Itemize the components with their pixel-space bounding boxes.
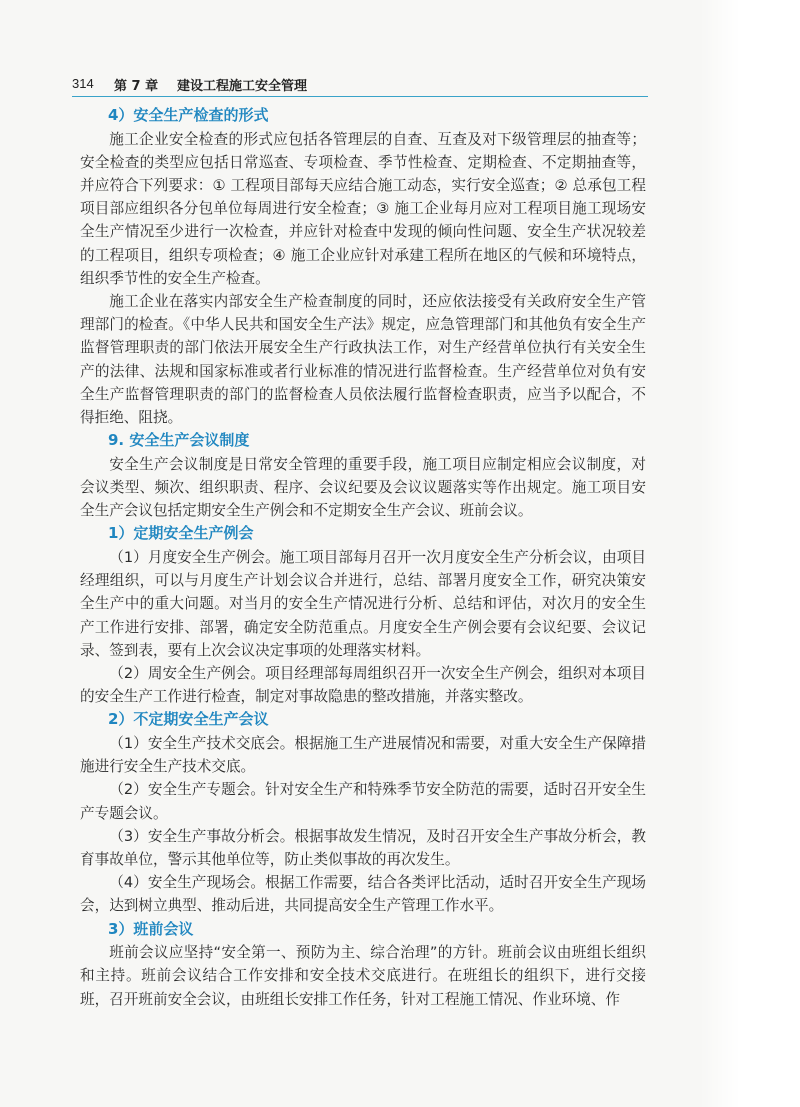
section-heading-2: 2）不定期安全生产会议 bbox=[108, 710, 269, 729]
chapter-title: 建设工程施工安全管理 bbox=[177, 79, 308, 94]
paragraph: 班前会议应坚持“安全第一、预防为主、综合治理”的方针。班前会议由班组长组织和主持。班前会议结合工作安排和安全技术交底进行。在班组长的组织下，进行交接班，召开班前安全会议，由班组长安排工作任务，针对工程施工情况、作业环境、作 bbox=[80, 944, 646, 1008]
paragraph: （2）周安全生产例会。项目经理部每周组织召开一次安全生产例会，组织对本项目的安全生产工作进行检查，制定对事故隐患的整改措施，并落实整改。 bbox=[80, 665, 646, 706]
paragraph: （3）安全生产事故分析会。根据事故发生情况，及时召开安全生产事故分析会，教育事故单位，警示其他单位等，防止类似事故的再次发生。 bbox=[80, 827, 646, 869]
section-heading-3: 3）班前会议 bbox=[108, 919, 194, 938]
paragraph: （4）安全生产现场会。根据工作需要，结合各类评比活动，适时召开安全生产现场会，达到树立典型、推动后进，共同提高安全生产管理工作水平。 bbox=[80, 874, 646, 915]
paragraph: （1）月度安全生产例会。施工项目部每月召开一次月度安全生产分析会议，由项目经理组织，可以与月度生产计划会议合并进行，总结、部署月度安全工作，研究决策安全生产中的重大问题。对当月的安全生产情况进行分析、总结和评估，对次月的安全生产工作进行安排、部署，确定安全防范重点。月度安全生产例会要有会议纪要、会议记录、签到表，要有上次会议决定事项的处理落实材料。 bbox=[80, 549, 646, 659]
section-heading-4: 4）安全生产检查的形式 bbox=[108, 106, 269, 124]
section-heading-1: 1）定期安全生产例会 bbox=[108, 524, 254, 543]
running-header bbox=[72, 70, 648, 97]
page-number: 314 bbox=[72, 76, 94, 91]
paragraph: 施工企业在落实内部安全生产检查制度的同时，还应依法接受有关政府安全生产管理部门的检查。《中华人民共和国安全生产法》规定，应急管理部门和其他负有安全生产监督管理职责的部门依法开展安全生产行政执法工作，对生产经营单位执行有关安全生产的法律、法规和国家标准或者行业标准的情况进行监督检查。生产经营单位对负有安全生产监督管理职责的部门的监督检查人员依法履行监督检查职责，应当予以配合，不得拒绝、阻挠。 bbox=[80, 293, 646, 427]
chapter-number: 第 7 章 bbox=[114, 79, 159, 94]
page-edge bbox=[700, 0, 800, 1107]
paragraph: （1）安全生产技术交底会。根据施工生产进展情况和需要，对重大安全生产保障措施进行安全生产技术交底。 bbox=[80, 735, 646, 776]
page-body bbox=[80, 104, 646, 1011]
paragraph: 施工企业安全检查的形式应包括各管理层的自查、互查及对下级管理层的抽查等；安全检查的类型应包括日常巡查、专项检查、季节性检查、定期检查、不定期抽查等，并应符合下列要求：① 工程项目部每天应结合施工动态，实行安全巡查；② 总承包工程项目部应组织各分包单位每周进行安全检查；③ 施工企业每月应对工程项目施工现场安全生产情况至少进行一次检查，并应针对检查中发现的倾向性问题、安全生产状况较差的工程项目，组织专项检查；④ 施工企业应针对承建工程所在地区的气候和环境特点，组织季节性的安全生产检查。 bbox=[80, 130, 646, 287]
section-heading-9: 9. 安全生产会议制度 bbox=[108, 431, 250, 450]
paragraph: （2）安全生产专题会。针对安全生产和特殊季节安全防范的需要，适时召开安全生产专题会议。 bbox=[80, 781, 646, 822]
paragraph: 安全生产会议制度是日常安全管理的重要手段，施工项目应制定相应会议制度，对会议类型、频次、组织职责、程序、会议纪要及会议议题落实等作出规定。施工项目安全生产会议包括定期安全生产例会和不定期安全生产会议、班前会议。 bbox=[80, 455, 646, 520]
